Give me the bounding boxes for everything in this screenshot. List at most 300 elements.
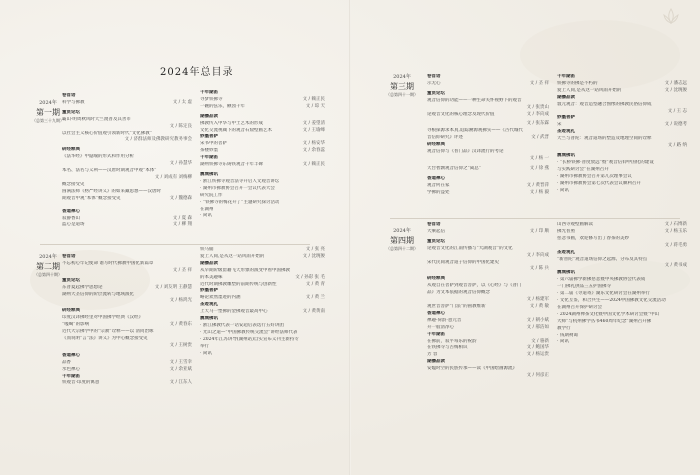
issue-year: 2024年 [393,74,411,80]
article-author: 文 / 琼 天 [305,103,325,109]
section-title: 湖播品读 [427,359,445,365]
section-heading [427,239,549,246]
divider [40,244,310,245]
article-author: 文 / 杨建军 [526,297,549,303]
article-author: 文 / 郝洁如 [526,324,549,330]
toc-entry [200,323,325,330]
issue-number: 第一期 [36,108,60,117]
article-author [685,181,687,188]
article-author: 文 / 杨鸿光 [169,298,192,304]
article-title: 安媪时空的民族传承——读《中国绘画源流》 [427,366,517,372]
article-title: 湖州铁佛寺东铸铁观音千年丰碑 [200,162,263,168]
toc-entry [62,137,192,144]
toc-entry [427,304,549,311]
article-title: 举行 [200,343,209,349]
toc-entry [557,236,687,243]
toc-entry [427,373,549,380]
article-author: 文 / 余亚斌 [169,366,192,372]
article-author [685,291,687,298]
toc-entry [200,337,325,344]
toc-entry [427,183,549,190]
section-title: 圣迹观礼 [200,302,218,308]
article-author [685,305,687,312]
toc-entry [200,268,325,275]
article-author: 文 / 黄春东 [169,322,192,328]
article-title: 大师“与杭州佛学丛书460周年纪念”湖州召开佛 [557,318,652,324]
article-author [190,261,192,268]
section-heading [557,95,687,102]
article-title: 东普夏起佛学思想论 [62,284,103,290]
section-title: 研经释典 [427,142,445,148]
toc-entry [427,366,549,373]
issue-label-4 [382,228,422,252]
section-title: 圣迹观礼 [557,249,575,255]
article-title: 佛教传入中华与中土艺术的形成 [200,120,263,126]
article-title: 敦元观音：观音造型融合图像的佛教民俗信仰成 [557,101,652,107]
article-author [323,337,325,344]
article-title: 寻根探源求本真,追踪溯源观佛实——《古代城代 [427,128,523,134]
article-title: 霸山·明周秋风时天竺渡普及其善市 [62,116,131,122]
article-title: 教学行 [557,325,571,331]
article-title: · 钱期祠谒 [557,332,578,338]
article-title: 禅趣·荷韵·意元音 [427,317,462,323]
article-title: 寂静香山 [62,215,80,221]
toc-entry [427,318,549,325]
article-author: 文 / 济群法师及佛教研究教务事会 [124,137,192,143]
article-title: · 第二届《寻道寄》湖乐文化研讨会在湖州举行 [557,291,650,297]
article-author: 文 / 张 亮 [305,247,325,252]
toc-entry [200,148,325,155]
article-author: 文 / 李向成 [526,111,549,117]
lotus-logo-icon [660,6,682,28]
article-title: · 简讯 [557,339,569,345]
article-title: · 第六届佛学新佛慈悲暨中央佛教协会代表成 [557,277,646,283]
toc-entry [427,98,549,105]
toc-entry [62,182,192,189]
article-author: 文 / 王雪幸 [169,359,192,365]
article-title: 芳 容 [427,352,438,358]
issue-label-3 [382,74,422,98]
article-title: 一门佛礼供品三五护国佛寺 [557,284,611,290]
article-author: 文 / 黄 敏 [529,303,549,309]
toc-column [557,222,687,346]
toc-entry [200,97,325,104]
article-author [323,330,325,337]
article-title: 概念接受史 [62,181,85,187]
toc-entry [200,128,325,135]
divider [390,218,680,219]
article-title: 在铁佛寺与古梅相识 [427,345,468,351]
section-heading [427,222,549,229]
article-title: 铁马俑 [200,247,214,252]
article-title: 在佛前，寂平每乐的祝韵 [427,338,477,344]
section-title: 震城佛讯 [557,270,575,276]
article-author: 文 / 沈琬俊 [664,87,687,93]
section-title: 卷首语 [62,93,76,98]
article-author: 文 / 黄书成 [664,263,687,269]
article-author: 文 / 刘友明 王静慧 [154,284,192,290]
article-author: 文 / 柳 翔 [172,222,192,228]
issue-total: （总第四十一期） [386,92,418,97]
article-title: 示无心 [427,80,441,86]
toc-entry [427,253,549,260]
article-author: 文 / 姜望清 [302,120,325,126]
toc-entry [557,102,687,109]
article-author: 文 / 圣 祥 [529,80,549,86]
article-author [190,168,192,175]
article-author: 文 / 印 顺 [529,228,549,234]
article-title: 与实践研讨会”在湖州召开 [557,166,609,172]
toc-entry [557,88,687,95]
section-heading [62,278,192,285]
toc-column [200,90,325,220]
article-title: 以社会主义核心价值观引领新时代“文化佛教” [62,130,153,136]
toc-entry [200,162,325,169]
section-heading [427,311,549,318]
article-author: 文 / 赖正民 [302,162,325,168]
article-title: 圆满法师《楞严经讲义》的如来藏思想——汉唐时 [62,188,161,194]
article-author: 文 / 王 志 [667,108,687,114]
toc-entry [62,100,192,107]
toc-entry [427,81,549,88]
toc-entry [200,104,325,111]
toc-entry [200,282,325,289]
article-author [323,213,325,220]
toc-entry [62,117,192,124]
issue-year: 2024年 [39,254,57,260]
toc-entry [200,344,325,351]
toc-entry [62,124,192,131]
article-author [685,319,687,326]
toc-entry [427,135,549,142]
article-author: 文 / 王树贵 [169,342,192,348]
toc-entry [557,167,687,174]
toc-entry [200,193,325,200]
section-heading [200,316,325,323]
toc-entry [557,312,687,319]
article-author [190,117,192,124]
article-title: 天台智颢观音信仰之“离总” [427,165,482,171]
toc-entry [200,254,325,261]
article-title: 印度汉译佛经里对中国佛学经典《汉经》 [62,315,143,321]
article-author: 文 / 魏德森 [169,195,192,201]
article-author [323,351,325,358]
toc-entry [200,330,325,337]
section-title: 香道禅心 [62,208,80,214]
article-author: 文 / 张东霖 [526,121,549,127]
article-author [547,366,549,373]
article-author [323,179,325,186]
article-author: 文 / 孙彩 张 毛 [295,274,325,280]
article-author [323,186,325,193]
section-heading [557,74,687,81]
toc-entry [427,352,549,359]
article-title: 从早期阶级留籍飞天形象的演变中看中国佛教 [200,267,290,273]
article-author [685,174,687,181]
issue-total: （总第四十二期） [386,246,418,251]
toc-entry [557,326,687,333]
section-title: 香道禅心 [427,310,445,316]
article-author [323,323,325,330]
article-author: 文 / 鲍国华 [526,345,549,351]
section-heading [62,147,192,154]
article-author: 文 / 杨安华 [302,141,325,147]
section-title: 圣迹观礼 [557,129,575,135]
article-author: 文 / 杨 一 [529,155,549,161]
section-title: 震城佛讯 [200,316,218,322]
article-author: 文 / 黄 兰 [305,295,325,301]
article-title: · 浙江铁佛寺观音法寺开启人文观音讲坛 [200,178,280,184]
article-title: “嘎噶”的影响 [62,322,90,328]
article-author: 文 / 黄晋萍 [526,182,549,188]
toc-entry [427,112,549,119]
section-title: 妙墨菩萨 [200,288,218,294]
article-title: 佛光普照 [557,228,575,234]
page-title: 2024年总目录 [160,67,234,78]
article-author: 文 / 何彦正 [526,373,549,379]
article-author [323,200,325,207]
toc-entry [427,105,549,112]
toc-entry [427,283,549,290]
toc-entry [62,360,192,367]
article-title: · 简讯 [200,350,212,356]
section-title: 湖播品读 [557,94,575,100]
toc-entry [62,322,192,329]
section-title: 震城佛讯 [557,152,575,158]
toc-entry [62,168,192,175]
article-title: 近代大宗佛学中的“宗教”诠释——以 清同治咏 [62,329,154,335]
toc-entry [62,222,192,229]
section-heading [200,90,325,97]
section-title: 董贯论坛 [427,238,445,244]
section-title: 湖播品读 [200,113,218,119]
section-title: 董贯论坛 [427,90,445,96]
article-author [685,160,687,167]
toc-entry [62,329,192,336]
section-title: 研经释典 [427,276,445,282]
article-title: 本名、法名与义利——汉唐时期观音中观“本体” [62,168,157,174]
toc-entry [557,291,687,298]
article-title: 文化交流视阈下的观音石窟壁画艺术 [200,127,272,133]
section-heading [557,129,687,136]
toc-column [427,74,549,197]
toc-entry [427,156,549,163]
section-heading [62,209,192,216]
article-author [190,189,192,196]
article-title: 论观音文化的核心理念及现代价值 [427,111,495,117]
article-author [685,298,687,305]
toc-entry [427,246,549,253]
article-title: · “铁佛寺的梅花开了”主题研究探讨活动 [200,199,280,205]
article-author: 文 / 太 虚 [172,99,192,105]
article-title: · 浙江佛教代表一话安超后表选行五好讲团 [200,322,284,328]
section-title: 妙墨菩萨 [557,115,575,121]
article-author: 文 / 圣 祥 [172,267,192,273]
toc-entry [200,295,325,302]
toc-column [200,247,325,358]
article-author [323,344,325,351]
article-author [323,207,325,214]
toc-entry [557,284,687,291]
article-title: 科学与佛教 [62,99,85,105]
article-author [685,284,687,291]
article-title: 观音何在家 [427,182,450,188]
article-title: “新普陀”观音道场信仰之起源、分布及其特点 [557,256,648,262]
section-title: 千年湖笛 [427,331,445,337]
toc-entry [557,122,687,129]
section-title: 研经释典 [62,308,80,314]
toc-entry [200,121,325,128]
article-title: · “长桥铁佛·普度放远”暨“观音信仰中国化的建设 [557,159,654,165]
section-title: 董贯论坛 [62,109,80,115]
toc-column [62,93,192,229]
section-title: 卷首语 [62,254,76,259]
toc-entry [200,247,325,254]
toc-entry [62,261,192,268]
article-title: 蓝心是道场 [62,222,85,228]
toc-entry [62,367,192,374]
article-author: 文 / 陈 兵 [529,266,549,272]
right-page [350,0,700,475]
article-author: 文 / 杨玉乐 [664,228,687,234]
article-title: 论观音文化的江南传播与“大湖观音”的文化 [427,245,513,251]
article-title: · 湖州市佛教协会召开一会议代表大会 [200,185,275,191]
toc-entry [557,319,687,326]
article-title: · 2024年江苏讲导(湖州站)自实宣布义刊主新持专 [200,336,299,342]
article-author [685,102,687,109]
article-title: 宋代民间观音道子信仰的中国化建史 [427,259,499,265]
issue-total: （总第三十九期） [32,118,64,123]
article-author: 文 / 黄黄南 [302,309,325,315]
article-title: 《法华经》中隐喻的形式和作用分析 [62,154,134,160]
toc-column [62,254,192,387]
toc-entry [557,160,687,167]
article-title: · 文化互鉴，和合共生——2024中国佛教文化交流活动 [557,297,666,303]
toc-entry [427,325,549,332]
section-title: 千年湖笛 [200,155,218,161]
article-title: 山西寺观壁画解读 [557,222,593,227]
article-author [685,326,687,333]
article-author: 文 / 江东人 [169,380,192,386]
issue-year: 2024年 [39,100,57,106]
toc-entry [557,277,687,284]
article-title: 期观音中观“本体”概念接受史 [62,195,121,201]
toc-entry [427,190,549,197]
toc-entry [557,305,687,312]
article-title: 《而说明“言”法》讲义》为中心概念接受史 [62,335,148,341]
article-title: 慈悲书画，欢迎修写出了春茶的美妙 [557,235,629,241]
article-title: · 简讯 [200,213,212,219]
section-heading [200,261,325,268]
toc-entry [557,188,687,195]
section-title: 卷首语 [427,74,441,79]
article-title: · 湖州市佛教协会第七次代表会议顺利召开 [557,180,641,186]
toc-entry [557,181,687,188]
section-heading [557,153,687,160]
article-author: 文 / 朝小斌 [526,317,549,323]
article-author [323,193,325,200]
article-author [323,268,325,275]
toc-entry [557,298,687,305]
article-title: · 简讯 [557,187,569,193]
article-title: · 光山之道—“中国佛教传统交流会”讲经法师代表 [200,329,298,335]
article-author: 文 / 陈定良 [169,123,192,129]
article-author: 文 / 杨 毅 [529,189,549,195]
toc-entry [557,174,687,181]
section-heading [427,142,549,149]
article-title: 寻梦铁佛寺 [200,96,223,102]
section-title: 香道禅心 [427,175,445,181]
article-author: 文 / 杨运贵 [526,352,549,358]
article-author: 文 / 说德考 [664,122,687,128]
toc-entry [200,309,325,316]
article-author: 文 / 刘成有 刘梅柳 [154,174,192,180]
article-author: 文 / 骆新 [531,338,549,344]
article-author [190,329,192,336]
section-title: 千年湖笛 [62,373,80,379]
section-title: 董贯论坛 [62,277,80,283]
article-title: 不忘初心牢记使命 谱写时代佛教中国化新篇章 [62,260,154,266]
article-author [685,312,687,319]
article-title: 湖州大圣信仰的阶层流转与地域演化 [62,291,134,297]
toc-entry [62,189,192,196]
article-title: 在湖州召开保护研讨会 [557,304,602,310]
article-author [685,339,687,346]
toc-entry [427,297,549,304]
toc-entry [557,109,687,116]
article-author: 文 / 孙慧华 [169,161,192,167]
article-title: · 湖州市佛教协会召开第几次理事会议 [557,173,632,179]
toc-entry [62,298,192,305]
toc-entry [557,222,687,229]
toc-entry [200,207,325,214]
article-author: 文 / 沈琬俊 [302,253,325,259]
article-title: 观世音菩萨“门法”的圆教维新 [427,303,486,309]
article-title: 一碗的弦乐，额园千年 [200,103,245,109]
toc-entry [62,285,192,292]
article-title: 品》为文本依据的观音信仰概念 [427,290,490,296]
toc-entry [427,121,549,128]
article-title: 宋书中的菩萨 [200,141,227,147]
toc-entry [200,275,325,282]
article-title: 近代时期佛教雕塑的前期传统与创新性 [200,281,277,287]
article-title: 上天马一塑佛的金佛观音最高中心 [200,309,268,315]
toc-entry [557,229,687,236]
section-heading [427,276,549,283]
section-heading [62,353,192,360]
article-author: 文 / 夏 森 [172,215,192,221]
section-title: 卷首语 [427,222,441,227]
article-author: 文 / 张贵山 [526,104,549,110]
article-author [547,246,549,253]
article-title: 研究院工作 [200,192,223,198]
section-heading [427,74,549,81]
article-author [685,167,687,174]
toc-entry [557,243,687,250]
section-heading [200,172,325,179]
toc-entry [557,143,687,150]
section-heading [427,176,549,183]
article-author: 文 / 李向成 [526,252,549,258]
toc-column [557,74,687,194]
article-author: 文 / 黄 青 [305,281,325,287]
toc-entry [62,161,192,168]
article-title: 的本美趣味 [200,274,223,280]
article-author: 文 / 武晋 [531,135,549,141]
section-heading [62,254,192,261]
article-title: 音信仰研究》评述 [427,135,463,141]
toc-entry [427,266,549,273]
